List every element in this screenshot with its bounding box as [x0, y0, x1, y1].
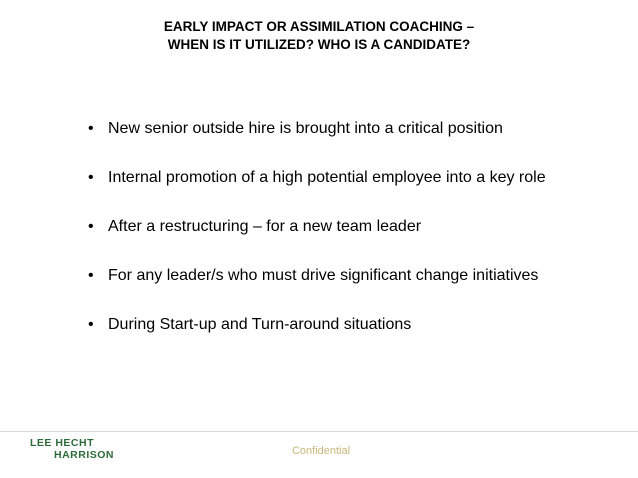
list-item	[88, 167, 628, 189]
bullet-text: New senior outside hire is brought into a critical position	[108, 120, 503, 137]
logo-line-1: LEE HECHT	[30, 437, 95, 449]
bullet-text: After a restructuring – for a new team leader	[108, 218, 422, 235]
list-item	[88, 314, 628, 336]
list-item	[88, 118, 628, 140]
bullet-text: Internal promotion of a high potential employee into a key role	[108, 169, 546, 186]
bullet-icon: •	[88, 120, 94, 137]
footer-divider	[0, 431, 638, 432]
bullet-icon: •	[88, 267, 94, 284]
bullet-icon: •	[88, 218, 94, 235]
slide-title-line-2: WHEN IS IT UTILIZED? WHO IS A CANDIDATE?	[167, 37, 471, 52]
bullet-icon: •	[88, 169, 94, 186]
list-item	[88, 216, 628, 238]
slide-title-line-1: EARLY IMPACT OR ASSIMILATION COACHING –	[163, 19, 475, 34]
confidential-label: Confidential	[291, 445, 351, 457]
slide-title	[0, 18, 638, 54]
logo-line-2: HARRISON	[54, 449, 115, 461]
bullet-list	[88, 118, 628, 363]
bullet-text: During Start-up and Turn-around situations	[108, 316, 412, 333]
list-item	[88, 265, 628, 287]
bullet-text: For any leader/s who must drive significant change initiatives	[108, 267, 539, 284]
bullet-icon: •	[88, 316, 94, 333]
